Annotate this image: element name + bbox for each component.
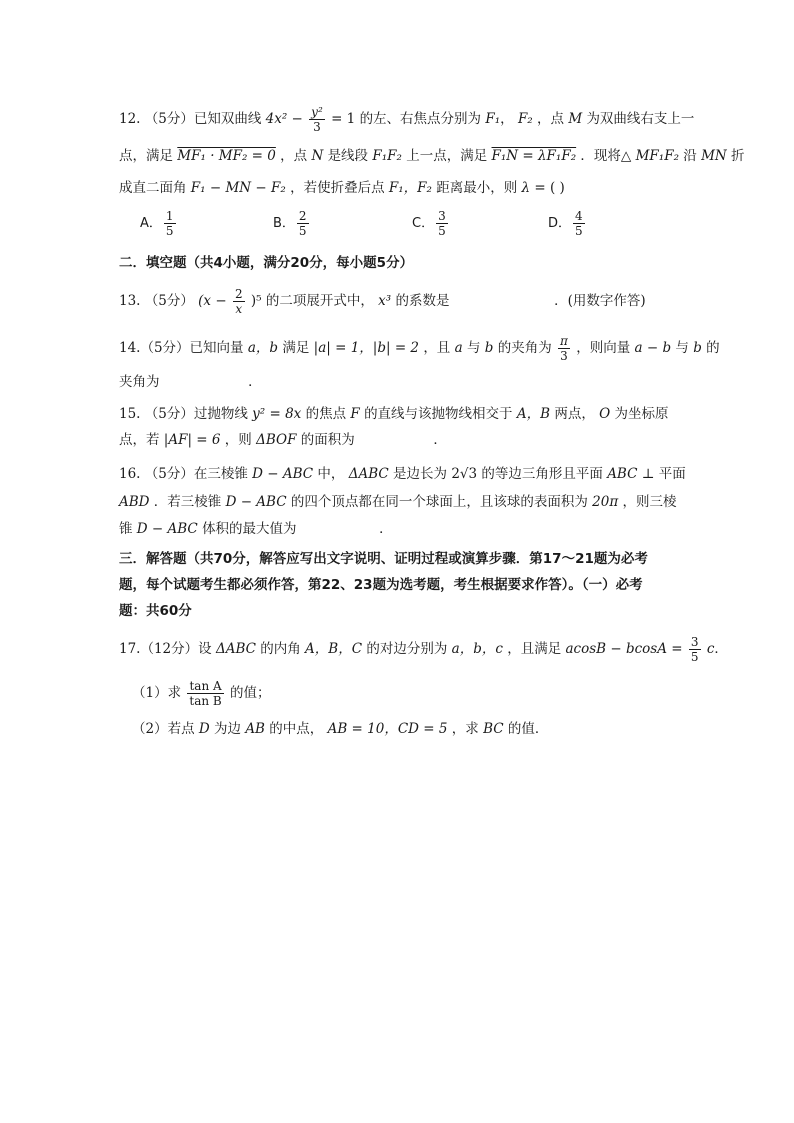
q12-number: 12. （5分）已知双曲线 (119, 111, 262, 127)
q16-pyramid: D − ABC (252, 466, 314, 482)
option-num: 2 (298, 209, 307, 223)
q17-tanb: tan B (189, 694, 222, 708)
q14-norms: |a| = 1，|b| = 2 (313, 340, 420, 356)
q12-option-d (548, 210, 587, 237)
q14-number: 14.（5分）已知向量 (119, 340, 244, 356)
q13-frac-num: 2 (234, 287, 243, 301)
q14-vec-b2: b (693, 340, 702, 356)
q14-text-e: 的夹角为 (497, 340, 552, 356)
q12-option-c (412, 210, 450, 237)
option-fraction (436, 210, 448, 237)
option-label: C． (412, 216, 435, 231)
section3-line1: 三．解答题（共70分，解答应写出文字说明、证明过程或演算步骤．第17～21题为必考 (119, 551, 648, 567)
q15-text-h: 的面积为 (300, 432, 355, 448)
q17-frac-num: 3 (690, 635, 699, 649)
q17-sides: a，b，c (451, 641, 503, 657)
option-fraction (164, 210, 176, 237)
q16-line2 (119, 492, 677, 512)
q17-part1-label: （1）求 (132, 685, 182, 701)
q12-eq1: = 1 (331, 111, 356, 127)
q12-text-c: ，点 (537, 111, 565, 127)
q12-text-b: 的左、右焦点分别为 (359, 111, 482, 127)
q14-text-c: ，且 (423, 340, 451, 356)
q17-ab: AB (245, 721, 265, 737)
q16-triangle: ΔABC (348, 466, 389, 482)
q12-text-h: 上一点，满足 (406, 148, 488, 164)
q15-text-c: 的直线与该抛物线相交于 (364, 406, 513, 422)
option-den: 5 (438, 224, 446, 238)
q15-triangle: ΔBOF (256, 432, 297, 448)
q17-text-b: 的内角 (260, 641, 301, 657)
q13-line (119, 288, 646, 315)
q16-text-j: 体积的最大值为 (202, 521, 297, 537)
section3-line2: 题，每个试题考生都必须作答，第22、23题为选考题，考生根据要求作答）。（一）必考 (119, 577, 643, 593)
q17-tan-ratio (187, 680, 223, 707)
q17-bc: BC (483, 721, 504, 737)
q13-text-b: 的二项展开式中， (265, 293, 374, 309)
section2-title: 二．填空题（共4小题，满分20分，每小题5分） (119, 255, 414, 271)
option-den: 5 (575, 224, 583, 238)
q12-text-m: ，若使折叠后点 (290, 180, 385, 196)
q15-text-e: 为坐标原 (614, 406, 669, 422)
q12-text-k: 折 (731, 148, 745, 164)
q17-number: 17.（12分）设 (119, 641, 212, 657)
q15-line2 (119, 430, 447, 450)
q16-text-b: 中， (317, 466, 345, 482)
q17-line: 17.（12分）设 ΔABC 的内角 A，B，C 的对边分别为 a，b，c ，且满足 acosB − bcosA = $\frac{3}{5}$ c． (119, 635, 728, 664)
q14-text-line2: 夹角为 (119, 374, 160, 390)
option-num: 4 (575, 209, 583, 223)
q13-text-d: ．(用数字作答) (554, 293, 646, 309)
q12-mn: MN (701, 148, 727, 164)
option-num: 3 (438, 209, 446, 223)
option-label: B． (273, 216, 295, 231)
q17-part1-end: 的值； (230, 685, 271, 701)
option-fraction (573, 210, 585, 237)
q12-lambda-eq: F₁N = λF₁F₂ (491, 148, 577, 164)
q13-x-minus: (x − (198, 293, 227, 309)
q16-end: ． (379, 521, 393, 537)
q12-text-d: 为双曲线右支上一 (586, 111, 695, 127)
q16-pyramid3: D − ABC (136, 521, 198, 537)
q17-c: c (706, 641, 715, 657)
q17-text-d: ，且满足 (507, 641, 562, 657)
q16-number: 16. （5分）在三棱锥 (119, 466, 248, 482)
q17-tana: tan A (187, 680, 223, 694)
q12-hyperbola-term: 4x² − (265, 111, 303, 127)
q12-text-l: 成直二面角 (119, 180, 187, 196)
option-den: 5 (298, 224, 307, 238)
q13-x3: x³ (378, 293, 392, 309)
q12-f1: F₁ (485, 111, 501, 127)
q13-2-over-x (233, 288, 245, 315)
q14-vec-a: a (454, 340, 463, 356)
q12-text-f: ，点 (280, 148, 308, 164)
q17-frac-den: 5 (690, 650, 699, 664)
q16-text-d: 的等边三角形且平面 (481, 466, 603, 482)
q12-points: F₁，F₂ (388, 180, 432, 196)
q12-f2: F₂ (517, 111, 533, 127)
q17-3-over-5 (689, 636, 701, 663)
q14-line1 (119, 335, 720, 362)
q17-part2 (132, 719, 548, 739)
q12-frac-den: 3 (313, 120, 321, 134)
q17-part1 (132, 680, 271, 707)
q16-abd: ABD (119, 494, 150, 510)
option-fraction (297, 210, 309, 237)
q12-n: N (311, 148, 324, 164)
q16-text-c: 是边长为 (393, 466, 448, 482)
q15-af: |AF| = 6 (163, 432, 221, 448)
q15-number: 15. （5分）过抛物线 (119, 406, 248, 422)
option-num: 1 (165, 209, 174, 223)
q17-text-p2b: 为边 (214, 721, 242, 737)
q12-frac-num: y² (311, 105, 323, 119)
q13-text-c: 的系数是 (395, 293, 450, 309)
q16-perp: ABC ⊥ (607, 466, 655, 482)
q14-frac-num: π (560, 334, 568, 348)
q15-origin: O (599, 406, 611, 422)
q14-vec-b: b (484, 340, 494, 356)
q15-end: ． (433, 432, 447, 448)
q17-lengths: AB = 10，CD = 5 (327, 721, 448, 737)
q15-text-d: 两点， (554, 406, 595, 422)
q16-text-g: 的四个顶点都在同一个球面上，且该球的表面积为 (290, 494, 588, 510)
option-label: D． (548, 216, 572, 231)
q15-text-f: 点，若 (119, 432, 160, 448)
q17-part2-label: （2）若点 (132, 721, 195, 737)
q15-text-b: 的焦点 (305, 406, 347, 422)
q12-text-n: 距离最小，则 (436, 180, 518, 196)
q15-text-g: ，则 (224, 432, 252, 448)
q12-line2 (119, 146, 745, 166)
q16-side: 2√3 (451, 466, 478, 482)
q14-line2 (119, 372, 262, 392)
q12-option-b (273, 210, 311, 237)
q12-text-e: 点，满足 (119, 148, 173, 164)
q17-text-p2d: ，求 (451, 721, 479, 737)
q15-line1 (119, 404, 669, 424)
q17-condition: acosB − bcosA = (565, 641, 683, 657)
q16-area: 20π (592, 494, 619, 510)
q12-dot-product: MF₁ · MF₂ = 0 (177, 148, 276, 164)
q14-pi-over-3 (558, 335, 570, 362)
q16-line3 (119, 519, 393, 539)
q12-line1: 12. （5分）已知双曲线 4x² − $\frac{\text{y²}}{3}$ = 1 的左、右焦点分别为 F₁， F₂ ，点 M 为双曲线右支上一 (119, 105, 695, 134)
q15-focus: F (350, 406, 360, 422)
q14-text-f: ，则向量 (576, 340, 631, 356)
q17-text-c: 的对边分别为 (366, 641, 448, 657)
q14-text-b: 满足 (282, 340, 310, 356)
q13-number: 13. （5分） (119, 293, 194, 309)
q15-points: A，B (516, 406, 551, 422)
q16-text-h: ，则三棱 (622, 494, 677, 510)
option-den: 5 (165, 224, 174, 238)
q12-segment: F₁F₂ (372, 148, 402, 164)
q17-text-p2c: 的中点， (269, 721, 324, 737)
q12-text-i: ．现将△ (580, 148, 632, 164)
section3-line3: 题：共60分 (119, 603, 192, 619)
q12-line3 (119, 178, 565, 198)
q14-text-h: 的 (706, 340, 720, 356)
q14-text-d: 与 (466, 340, 481, 356)
q12-option-a (140, 210, 178, 237)
q14-end: ． (248, 374, 262, 390)
q17-text-p2e: 的值． (507, 721, 549, 737)
q17-angles: A，B，C (305, 641, 363, 657)
q16-pyramid2: D − ABC (225, 494, 287, 510)
q16-line1 (119, 464, 686, 484)
q12-text-j: 沿 (683, 148, 697, 164)
q16-text-i: 锥 (119, 521, 133, 537)
option-label: A． (140, 216, 162, 231)
q13-frac-den: x (235, 302, 243, 316)
q12-lambda: λ = (521, 180, 546, 196)
q12-triangle: MF₁F₂ (635, 148, 679, 164)
q13-power: )⁵ (250, 293, 262, 309)
q16-text-e: 平面 (658, 466, 686, 482)
q12-dihedral: F₁ − MN − F₂ (190, 180, 286, 196)
q12-answer-paren: ( ) (550, 180, 565, 196)
q17-triangle: ΔABC (215, 641, 256, 657)
q17-point-d: D (198, 721, 210, 737)
q12-text-g: 是线段 (327, 148, 369, 164)
q14-frac-den: 3 (560, 349, 568, 363)
q12-y2-over-3 (309, 106, 325, 133)
q14-text-g: 与 (675, 340, 689, 356)
q14-a-minus-b: a − b (634, 340, 672, 356)
q12-m: M (568, 111, 583, 127)
q16-text-f: ．若三棱锥 (153, 494, 222, 510)
q14-vectors: a，b (247, 340, 279, 356)
q15-parabola: y² = 8x (252, 406, 302, 422)
